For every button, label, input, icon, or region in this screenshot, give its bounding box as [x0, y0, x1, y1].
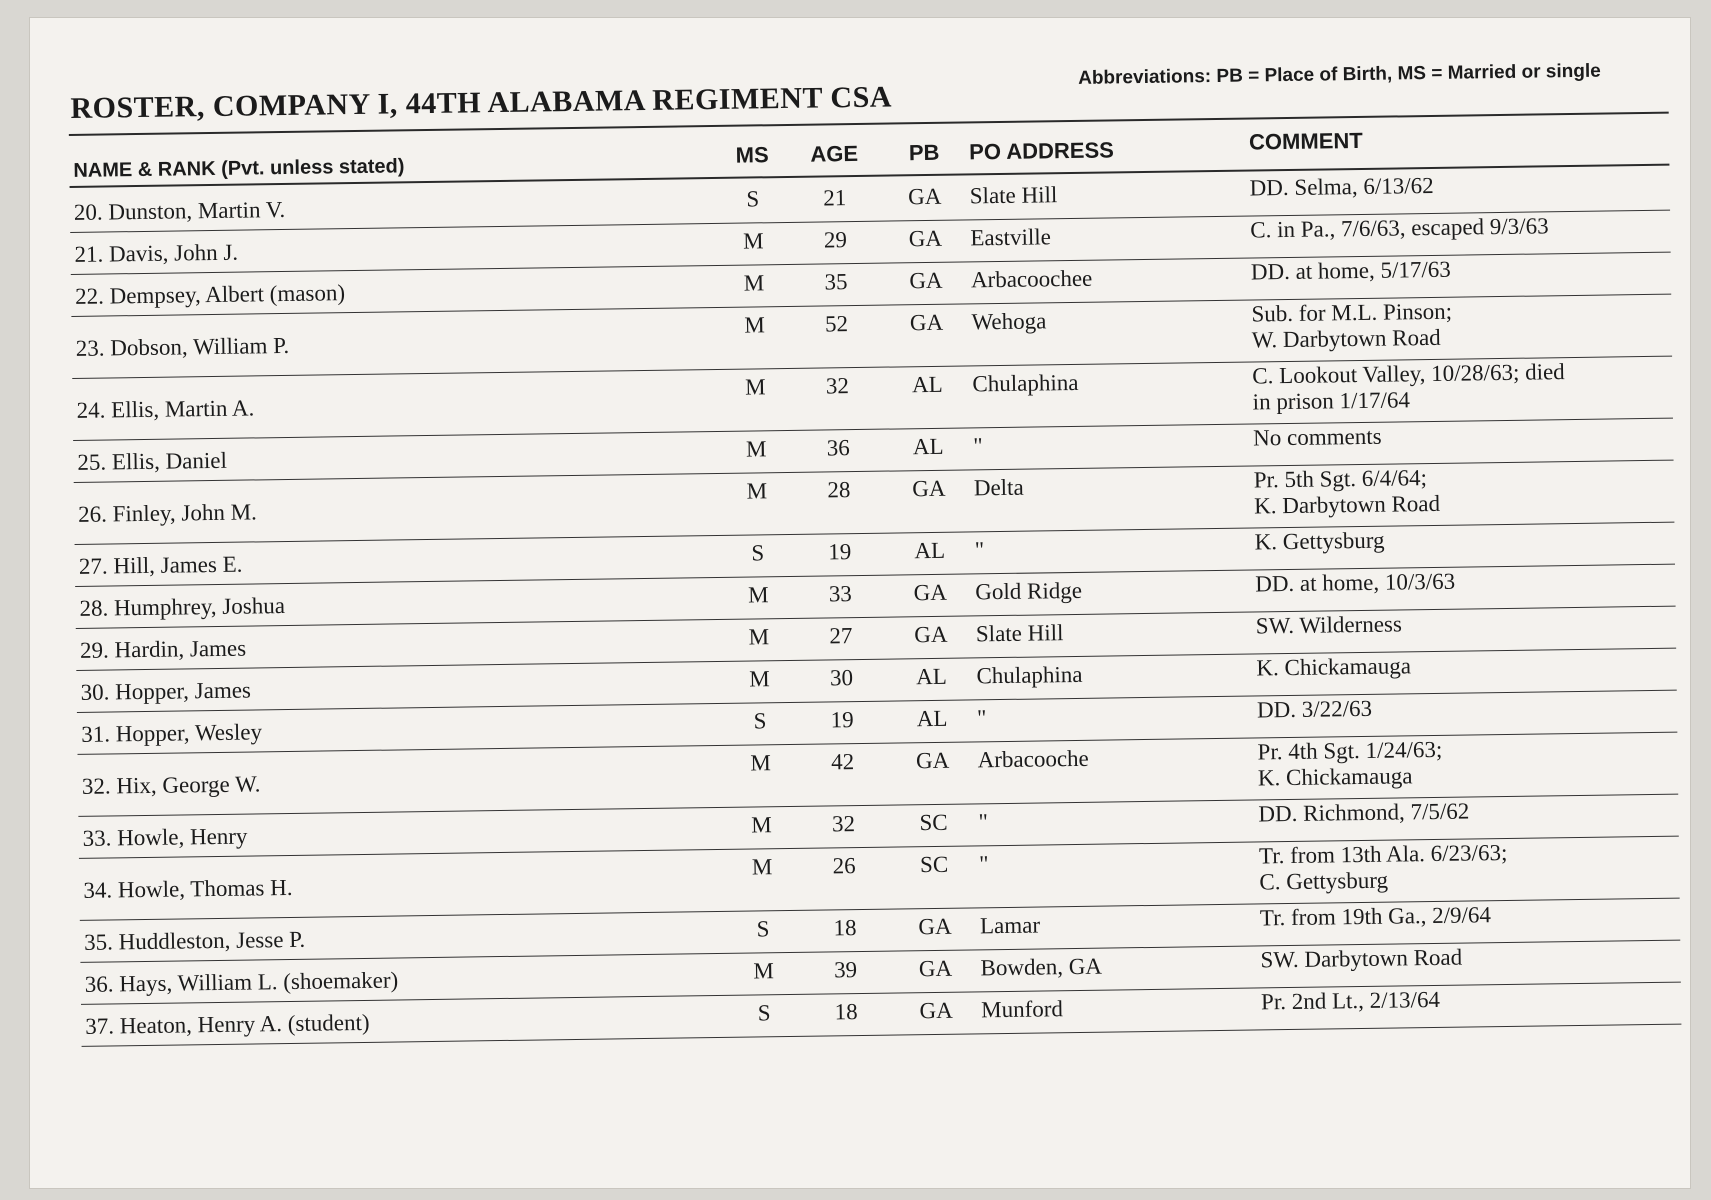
roster-name: 31. Hopper, Wesley — [81, 719, 263, 747]
roster-pb: GA — [918, 955, 953, 982]
roster-comment — [1257, 737, 1442, 792]
roster-po-address: " — [976, 705, 987, 731]
roster-po-address: Gold Ridge — [975, 577, 1083, 605]
roster-name: 25. Ellis, Daniel — [77, 447, 228, 475]
roster-comment-line: Pr. 4th Sgt. 1/24/63; — [1257, 736, 1443, 765]
roster-comment-line: C. in Pa., 7/6/63, escaped 9/3/63 — [1250, 213, 1549, 243]
roster-po-address: Wehoga — [971, 308, 1047, 335]
roster-comment-line: DD. Richmond, 7/5/62 — [1258, 798, 1470, 827]
roster-name: 21. Davis, John J. — [74, 239, 239, 267]
roster-comment-line: K. Gettysburg — [1254, 527, 1385, 555]
roster-comment-line: DD. at home, 5/17/63 — [1250, 256, 1451, 285]
roster-comment — [1260, 945, 1462, 974]
roster-ms: S — [746, 186, 760, 212]
roster-name: 24. Ellis, Martin A. — [76, 395, 255, 423]
roster-po-address: " — [973, 433, 983, 459]
roster-comment-line: SW. Wilderness — [1255, 611, 1403, 639]
roster-name: 29. Hardin, James — [79, 635, 247, 663]
roster-comment-line: K. Chickamauga — [1257, 763, 1413, 791]
roster-po-address: Eastville — [970, 224, 1052, 251]
roster-ms: M — [745, 374, 766, 400]
roster-comment — [1251, 257, 1451, 286]
roster-comment — [1252, 359, 1565, 415]
roster-ms: M — [751, 812, 772, 838]
roster-comment-line: Tr. from 13th Ala. 6/23/63; — [1258, 839, 1508, 869]
roster-age: 26 — [832, 853, 856, 879]
roster-name: 33. Howle, Henry — [82, 823, 248, 851]
roster-ms: M — [742, 228, 764, 254]
roster-po-address: Arbacooche — [977, 745, 1089, 773]
roster-comment-line: K. Chickamauga — [1256, 653, 1412, 681]
roster-age: 29 — [823, 227, 848, 253]
roster-name: 35. Huddleston, Jesse P. — [83, 926, 306, 955]
roster-age: 19 — [828, 539, 852, 565]
roster-comment-line: DD. Selma, 6/13/62 — [1249, 172, 1434, 201]
roster-age: 32 — [825, 373, 850, 399]
roster-po-address: Chulaphina — [972, 369, 1079, 397]
roster-age: 35 — [824, 269, 848, 295]
roster-pb: AL — [911, 371, 943, 398]
roster-ms: M — [753, 958, 774, 984]
page-sheet — [30, 18, 1690, 1188]
roster-name: 22. Dempsey, Albert (mason) — [74, 280, 346, 309]
header-comment: COMMENT — [1248, 127, 1363, 155]
roster-age: 18 — [833, 915, 857, 941]
roster-ms: M — [744, 312, 765, 338]
roster-name: 30. Hopper, James — [80, 677, 252, 705]
roster-po-address: Bowden, GA — [980, 953, 1103, 981]
roster-pb: GA — [908, 225, 943, 252]
roster-comment — [1258, 799, 1469, 828]
roster-ms: S — [756, 916, 770, 942]
roster-pb: GA — [914, 621, 948, 648]
header-name: NAME & RANK (Pvt. unless stated) — [73, 155, 405, 182]
roster-po-address: Arbacoochee — [970, 265, 1093, 293]
roster-comment-line: Sub. for M.L. Pinson; — [1251, 298, 1453, 327]
roster-name: 37. Heaton, Henry A. (student) — [85, 1009, 370, 1039]
roster-comment-line: Pr. 5th Sgt. 6/4/64; — [1253, 465, 1428, 493]
roster-po-address: " — [978, 809, 989, 835]
header-pb: PB — [908, 139, 940, 166]
roster-pb: GA — [915, 747, 950, 774]
roster-comment — [1256, 653, 1411, 681]
roster-comment-line: No comments — [1253, 423, 1382, 451]
roster-pb: AL — [916, 705, 948, 732]
roster-ms: S — [757, 1000, 771, 1026]
roster-name: 28. Humphrey, Joshua — [79, 593, 286, 621]
roster-comment — [1253, 424, 1382, 452]
roster-comment-line: K. Darbytown Road — [1253, 490, 1441, 519]
roster-page — [68, 52, 1668, 1039]
roster-age: 19 — [830, 707, 854, 733]
roster-pb: GA — [909, 267, 943, 294]
roster-name: 34. Howle, Thomas H. — [83, 874, 293, 903]
roster-comment — [1254, 465, 1441, 520]
roster-name: 23. Dobson, William P. — [75, 332, 290, 361]
roster-age: 33 — [828, 581, 853, 607]
roster-po-address: Delta — [973, 474, 1024, 501]
roster-name: 27. Hill, James E. — [78, 551, 243, 579]
roster-pb: AL — [914, 537, 946, 564]
roster-ms: M — [746, 478, 768, 504]
roster-pb: SC — [919, 809, 948, 836]
roster-comment-line: Tr. from 19th Ga., 2/9/64 — [1259, 902, 1492, 931]
roster-ms: M — [747, 582, 769, 608]
roster-ms: M — [745, 436, 767, 462]
roster-comment-line: DD. at home, 10/3/63 — [1255, 568, 1456, 597]
roster-comment-line: W. Darbytown Road — [1251, 324, 1441, 353]
roster-po-address: Slate Hill — [969, 182, 1058, 209]
roster-po-address: Lamar — [979, 912, 1041, 939]
roster-pb: AL — [912, 433, 944, 460]
roster-comment — [1254, 528, 1384, 556]
roster-po-address: Chulaphina — [976, 661, 1083, 689]
roster-age: 32 — [831, 811, 856, 837]
roster-name: 26. Finley, John M. — [77, 499, 258, 527]
roster-name: 20. Dunston, Martin V. — [73, 196, 286, 225]
roster-pb: GA — [909, 309, 944, 336]
roster-age: 42 — [831, 749, 855, 775]
roster-comment — [1260, 902, 1491, 931]
roster-ms: S — [751, 540, 765, 566]
roster-name: 36. Hays, William L. (shoemaker) — [84, 967, 399, 997]
roster-pb: GA — [918, 913, 952, 940]
roster-comment — [1261, 987, 1440, 1015]
roster-comment — [1255, 569, 1455, 598]
roster-comment — [1257, 696, 1372, 724]
page-title: ROSTER, COMPANY I, 44TH ALABAMA REGIMENT CSA — [70, 80, 893, 125]
roster-age: 52 — [824, 311, 849, 337]
roster-comment-line: in prison 1/17/64 — [1252, 387, 1411, 415]
roster-comment — [1250, 173, 1434, 202]
roster-pb: GA — [907, 183, 942, 210]
roster-pb: AL — [915, 663, 947, 690]
roster-comment — [1250, 213, 1549, 243]
roster-comment — [1251, 299, 1452, 354]
roster-ms: M — [748, 624, 770, 650]
header-ms: MS — [735, 142, 769, 168]
roster-comment — [1256, 611, 1402, 639]
roster-comment-line: SW. Darbytown Road — [1260, 944, 1463, 973]
roster-age: 30 — [829, 665, 854, 691]
roster-comment — [1259, 840, 1508, 895]
roster-po-address: " — [978, 851, 989, 877]
roster-age: 18 — [834, 999, 858, 1025]
roster-comment-line: C. Gettysburg — [1259, 867, 1389, 895]
roster-age: 21 — [823, 185, 847, 211]
roster-pb: GA — [913, 579, 948, 606]
roster-ms: M — [750, 750, 772, 776]
roster-pb: SC — [919, 851, 949, 878]
header-po-address: PO ADDRESS — [969, 137, 1114, 165]
roster-pb: GA — [912, 475, 946, 502]
roster-name: 32. Hix, George W. — [81, 771, 261, 799]
roster-ms: M — [751, 854, 773, 880]
roster-age: 39 — [833, 957, 858, 983]
roster-comment-line: DD. 3/22/63 — [1256, 695, 1373, 723]
roster-age: 27 — [829, 623, 853, 649]
roster-comment-line: C. Lookout Valley, 10/28/63; died — [1252, 359, 1565, 389]
roster-po-address: Slate Hill — [975, 620, 1064, 647]
header-age: AGE — [810, 140, 859, 167]
roster-pb: GA — [919, 997, 953, 1024]
roster-age: 36 — [826, 435, 850, 461]
roster-po-address: Munford — [980, 996, 1064, 1023]
roster-ms: M — [749, 666, 770, 692]
abbreviations-note: Abbreviations: PB = Place of Birth, MS = Married or single — [1078, 60, 1601, 89]
roster-ms: S — [753, 708, 767, 734]
roster-po-address: " — [974, 537, 985, 563]
roster-ms: M — [743, 270, 765, 296]
roster-age: 28 — [827, 477, 851, 503]
roster-comment-line: Pr. 2nd Lt., 2/13/64 — [1260, 986, 1441, 1015]
